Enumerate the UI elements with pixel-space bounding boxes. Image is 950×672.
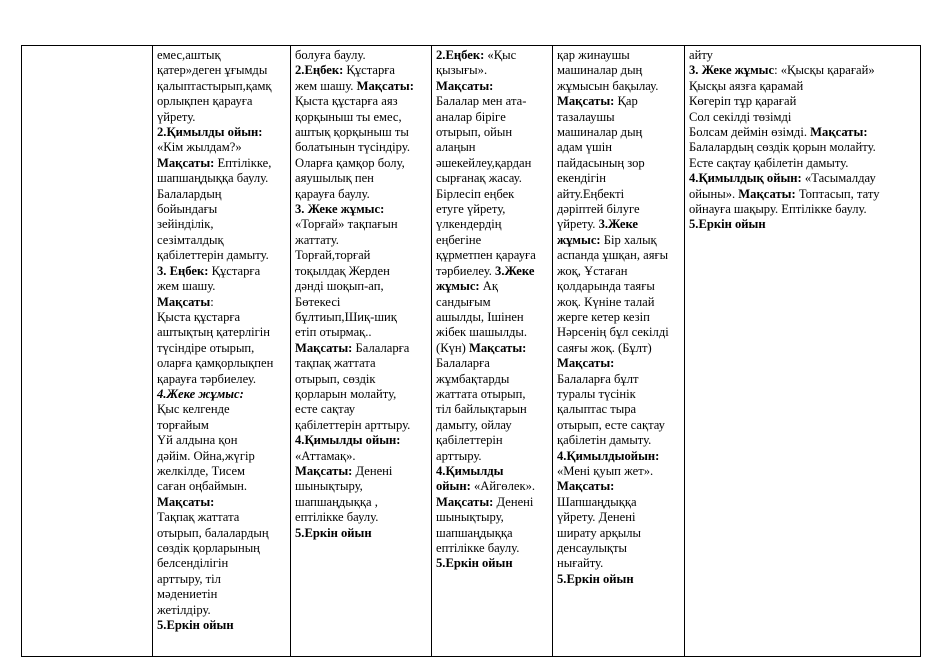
text-run: «Қыс қызығы». bbox=[436, 48, 517, 78]
heading-run: 5.Еркін ойын bbox=[557, 571, 634, 586]
text-run: Құстарға жем шашу. bbox=[157, 263, 261, 294]
text-run: Балалардың сөздік қорын молайту. Есте сақтау қабілетін дамыту. bbox=[689, 140, 876, 170]
heading-run: Мақсаты: bbox=[295, 463, 353, 478]
heading-run: Мақсаты: bbox=[557, 479, 615, 494]
column-2-cell bbox=[153, 46, 291, 657]
text-run: Балаларға бұлт туралы түсінік қалыптас тыра отырып, есте сақтау қабілетін дамыту. bbox=[557, 371, 665, 448]
plan-table bbox=[21, 45, 921, 657]
column-3-cell bbox=[291, 46, 432, 657]
column-4-cell bbox=[432, 46, 553, 657]
text-run: Ақ сандығым ашылды, Ішінен жібек шашылды. (Күн) bbox=[436, 279, 528, 355]
column-6-cell bbox=[685, 46, 921, 657]
text-run: «Айгөлек». bbox=[473, 479, 536, 494]
heading-run: 4.Қимылдық ойын: bbox=[689, 171, 802, 186]
text-run: Балаларға тақпақ жаттата отырып, сөздік қорларын молайту, есте сақтау қабілеттерін арттыру. bbox=[295, 340, 411, 432]
text-run: «Мені қуып жет». bbox=[557, 463, 654, 478]
heading-run: 5.Еркін ойын bbox=[295, 525, 372, 540]
heading-run: 4.Қимылды ойын: bbox=[436, 463, 504, 494]
cell-text bbox=[689, 48, 917, 233]
text-run: болуға баулу. bbox=[295, 48, 366, 62]
text-run: «Кім жылдам?» bbox=[157, 140, 242, 155]
text-run: «Торғай» тақпағын жаттату. Торғай,торғай тоқылдақ Жерден дәнді шоқып-ап, Бөтекесі бұлтиып,Шиқ-шиқ етіп отырмақ.. bbox=[295, 217, 398, 340]
heading-run: Мақсаты: bbox=[295, 340, 353, 355]
table-row bbox=[22, 46, 921, 657]
text-run: Құстарға жем шашу. bbox=[295, 63, 396, 93]
heading-run: Мақсаты: bbox=[356, 78, 414, 93]
heading-run: Мақсаты: bbox=[557, 356, 615, 371]
heading-run: 2.Еңбек: bbox=[295, 63, 344, 78]
heading-run: 3. Жеке жұмыс bbox=[689, 63, 775, 78]
heading-run: Мақсаты: bbox=[157, 494, 215, 509]
text-run: : Қыста құстарға аштықтың қатерлігін түсіндіре отырып, оларға қамқорлықпен қарауға тәрбиелеу. bbox=[157, 294, 274, 386]
text-run: айту bbox=[689, 48, 713, 62]
text-run: емес,аштық қатер»деген ұғымды қалыптастырып,қамқ орлықпен қарауға үйрету. bbox=[157, 48, 272, 124]
text-run: қар жинаушы машиналар дың жұмысын бақылау. bbox=[557, 48, 659, 93]
heading-run: Мақсаты bbox=[157, 294, 211, 309]
heading-run: Мақсаты: bbox=[436, 494, 494, 509]
text-run: Денені шынықтыру, шапшаңдыққа ептілікке баулу. bbox=[436, 494, 534, 555]
heading-run: Мақсаты: bbox=[738, 186, 796, 201]
cell-text bbox=[157, 48, 287, 633]
heading-run: Мақсаты: bbox=[436, 78, 494, 93]
cell-text bbox=[436, 48, 549, 572]
heading-run: 4.Жеке жұмыс: bbox=[157, 386, 244, 401]
heading-run: Мақсаты: bbox=[157, 155, 215, 170]
heading-run: 4.Қимылдыойын: bbox=[557, 448, 660, 463]
cell-text bbox=[295, 48, 428, 541]
heading-run: 4.Қимылды ойын: bbox=[295, 433, 401, 448]
heading-run: 2.Қимылды ойын: bbox=[157, 125, 263, 140]
heading-run: 5.Еркін ойын bbox=[689, 217, 766, 232]
heading-run: 3.Жеке жұмыс: bbox=[557, 217, 638, 247]
text-run: Бір халық аспанда ұшқан, аяғы жоқ, Ұстаған қолдарында таяғы жоқ. Күніне талай жерге кетер кезіп Нәрсенің бұл секілді саяғы жоқ. (Бұлт) bbox=[557, 232, 669, 355]
cell-text bbox=[557, 48, 681, 587]
text-run: «Аттамақ». bbox=[295, 448, 356, 463]
column-1-cell bbox=[22, 46, 153, 657]
column-5-cell bbox=[553, 46, 685, 657]
text-run: Балалар мен ата- аналар бірігe отырып, ойын алаңын әшекейлеу,қардан сырғанақ жасау. Бірлесіп еңбек етуге үйрету, үлкендердің еңбегіне құрметпен қарауға тәрбиелеу. bbox=[436, 94, 536, 278]
text-run: Денені шынықтыру, шапшаңдыққа , ептілікке баулу. bbox=[295, 463, 393, 525]
text-run: Ептілікке, шапшаңдыққа баулу. Балалардың бойындағы зейінділік, сезімталдық қабілеттерін дамыту. bbox=[157, 155, 272, 263]
heading-run: 5.Еркін ойын bbox=[436, 556, 513, 571]
text-run: Тақпақ жаттата отырып, балалардың сөздік қорларының белсенділігін арттыру, тіл мәдениетін жетілдіру. bbox=[157, 510, 269, 617]
text-run: «Тасымалдау ойыны». bbox=[689, 171, 876, 201]
heading-run: 5.Еркін ойын bbox=[157, 618, 234, 633]
text-run: Балаларға жұмбақтарды жаттата отырып, тіл байлықтарын дамыту, ойлау қабілеттерін арттыру. bbox=[436, 356, 527, 463]
text-run: : «Қысқы қарағай» Қысқы аязға қарамай Көгеріп тұр қарағай Сол секілді төзімді Болсам деймін өзімді. bbox=[689, 63, 875, 140]
heading-run: 3. Жеке жұмыс: bbox=[295, 202, 385, 217]
heading-run: Мақсаты: bbox=[468, 340, 527, 355]
text-run: Қыста құстарға аяз қорқыныш ты емес, аштық қорқыныш ты болатынын түсіндіру. Оларға қамқор болу, аяушылық пен қарауға баулу. bbox=[295, 94, 410, 201]
text-run: Қыс келгенде торғайым Үй алдына қон дәйім. Ойна,жүгір желкілде, Тисем саған оңбаймын. bbox=[157, 402, 255, 494]
heading-run: 3. Еңбек: bbox=[157, 263, 209, 278]
heading-run: 3.Жеке жұмыс: bbox=[436, 263, 535, 294]
heading-run: Мақсаты: bbox=[557, 94, 615, 109]
text-run: Қар тазалаушы машиналар дың адам үшін пайдасының зор екендігін айту.Еңбекті дәріптей білуге үйрету. bbox=[557, 94, 645, 232]
heading-run: 2.Еңбек: bbox=[436, 48, 485, 62]
heading-run: Мақсаты: bbox=[810, 125, 868, 140]
text-run: Топтасып, тату ойнауға шақыру. Ептілікке баулу. bbox=[689, 186, 880, 217]
text-run: Шапшаңдыққа үйрету. Денені ширату арқылы денсаулықты нығайту. bbox=[557, 494, 641, 571]
